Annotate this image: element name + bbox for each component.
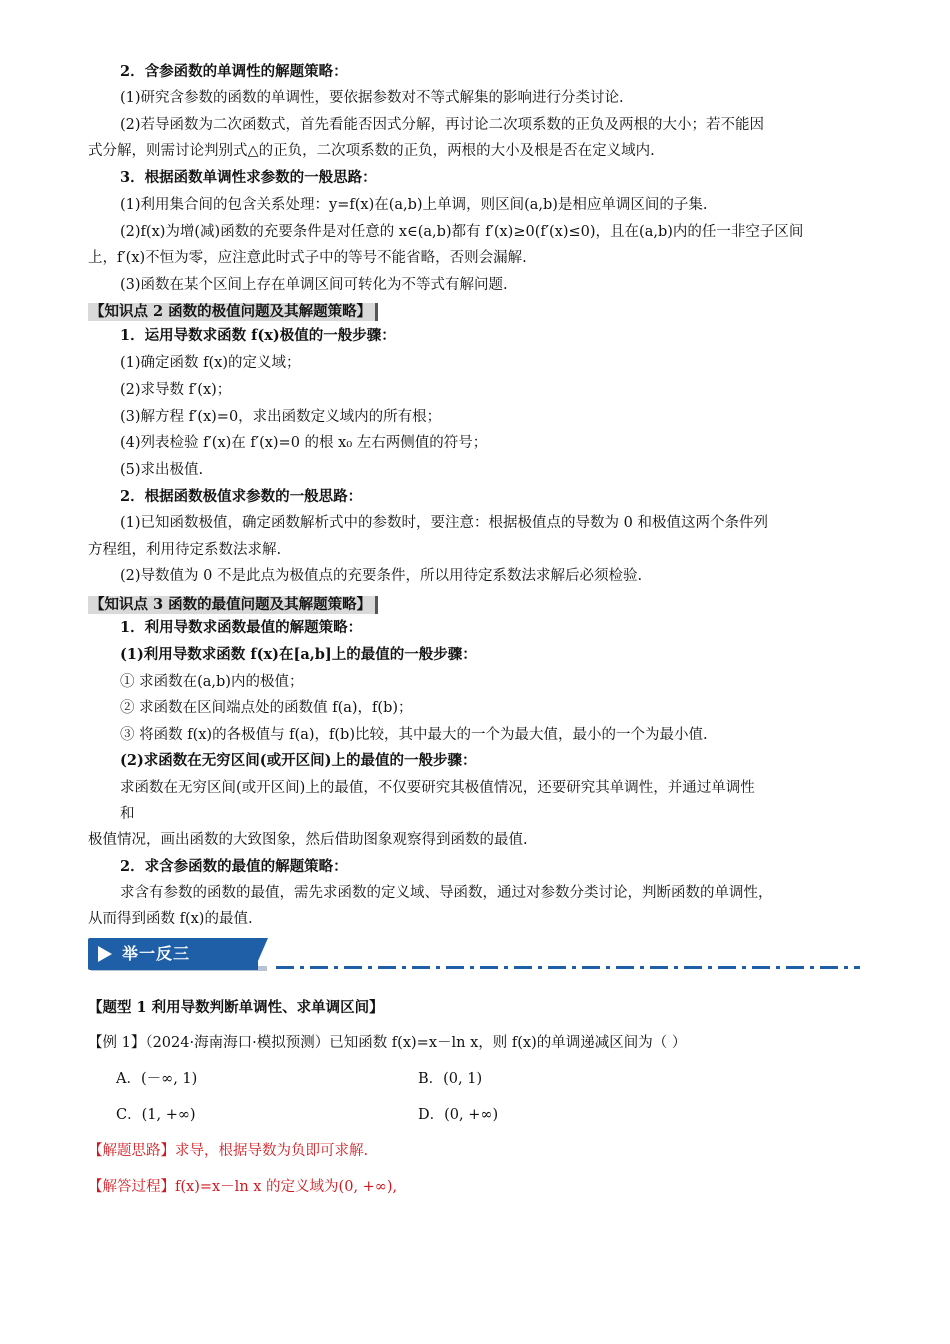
text-line: (2)f(x)为增(减)函数的充要条件是对任意的 x∈(a,b)都有 f′(x)≥0(f′(x)≤0)，且在(a,b)内的任一非空子区间 xyxy=(120,224,804,240)
text-line: ③ 将函数 f(x)的各极值与 f(a)，f(b)比较，其中最大的一个为最大值，最小的一个为最小值. xyxy=(120,727,708,743)
text-line: 1．运用导数求函数 f(x)极值的一般步骤： xyxy=(120,327,396,344)
text-line: 求函数在无穷区间(或开区间)上的最值，不仅要研究其极值情况，还要研究其单调性，并通过单调性 xyxy=(120,780,755,796)
text-line: 极值情况，画出函数的大致图象，然后借助图象观察得到函数的最值. xyxy=(88,832,528,848)
dash-dot-divider xyxy=(276,966,860,969)
text-line: 【题型 1 利用导数判断单调性、求单调区间】 xyxy=(88,999,384,1016)
text-line: (3)函数在某个区间上存在单调区间可转化为不等式有解问题. xyxy=(120,277,508,293)
text-line: (1)研究含参数的函数的单调性，要依据参数对不等式解集的影响进行分类讨论. xyxy=(120,90,624,106)
text-line: 和 xyxy=(120,806,135,822)
text-line: 2．根据函数极值求参数的一般思路： xyxy=(120,488,363,505)
text-line: (1)已知函数极值，确定函数解析式中的参数时，要注意：根据极值点的导数为 0 和极值这两个条件列 xyxy=(120,515,768,531)
text-line: (1)确定函数 f(x)的定义域； xyxy=(120,355,301,371)
text-line: (4)列表检验 f′(x)在 f′(x)=0 的根 x₀ 左右两侧值的符号； xyxy=(120,435,488,451)
text-line: (2)导数值为 0 不是此点为极值点的充要条件，所以用待定系数法求解后必须检验. xyxy=(120,568,643,584)
section-header: 【知识点 3 函数的最值问题及其解题策略】 xyxy=(88,596,378,614)
text-line: 【例 1】（2024·海南海口·模拟预测）已知函数 f(x)=x－ln x，则 f(x)的单调递减区间为（ ） xyxy=(88,1035,687,1051)
section-header: 【知识点 2 函数的极值问题及其解题策略】 xyxy=(88,303,378,321)
text-line: (2)求函数在无穷区间(或开区间)上的最值的一般步骤： xyxy=(120,752,477,769)
text-line: ② 求函数在区间端点处的函数值 f(a)，f(b)； xyxy=(120,700,413,716)
text-line: B．(0, 1) xyxy=(418,1071,483,1087)
text-line: 【解题思路】求导，根据导数为负即可求解. xyxy=(88,1143,369,1159)
text-line: 3．根据函数单调性求参数的一般思路： xyxy=(120,169,377,186)
text-line: 1．利用导数求函数最值的解题策略： xyxy=(120,619,363,636)
text-line: ① 求函数在(a,b)内的极值； xyxy=(120,674,304,690)
text-line: (1)利用集合间的包含关系处理：y=f(x)在(a,b)上单调，则区间(a,b)是相应单调区间的子集. xyxy=(120,197,708,213)
banner-title: 举一反三 xyxy=(122,944,191,963)
text-line: 【解答过程】f(x)=x－ln x 的定义域为(0, +∞), xyxy=(88,1179,398,1195)
text-line: 2．求含参函数的最值的解题策略： xyxy=(120,858,348,875)
text-line: D．(0, +∞) xyxy=(418,1107,499,1123)
practice-banner xyxy=(88,938,268,970)
text-line: (5)求出极值. xyxy=(120,462,204,478)
text-line: 求含有参数的函数的最值，需先求函数的定义域、导函数，通过对参数分类讨论，判断函数的单调性， xyxy=(120,885,773,901)
text-line: (1)利用导数求函数 f(x)在[a,b]上的最值的一般步骤： xyxy=(120,646,477,663)
text-line: 式分解，则需讨论判别式△的正负，二次项系数的正负，两根的大小及根是否在定义域内. xyxy=(88,143,655,159)
text-line: 上，f′(x)不恒为零，应注意此时式子中的等号不能省略，否则会漏解. xyxy=(88,250,527,266)
text-line: (2)求导数 f′(x)； xyxy=(120,382,232,398)
text-line: 方程组，利用待定系数法求解. xyxy=(88,542,282,558)
play-arrow-icon xyxy=(98,946,112,962)
text-line: (3)解方程 f′(x)=0，求出函数定义域内的所有根； xyxy=(120,409,442,425)
text-line: A．(－∞, 1) xyxy=(116,1071,198,1087)
text-line: 从而得到函数 f(x)的最值. xyxy=(88,911,253,927)
text-line: (2)若导函数为二次函数式，首先看能否因式分解，再讨论二次项系数的正负及两根的大小；若不能因 xyxy=(120,117,765,133)
text-line: 2．含参函数的单调性的解题策略： xyxy=(120,63,348,80)
text-line: C．(1, +∞) xyxy=(116,1107,196,1123)
banner-tail xyxy=(254,938,268,970)
